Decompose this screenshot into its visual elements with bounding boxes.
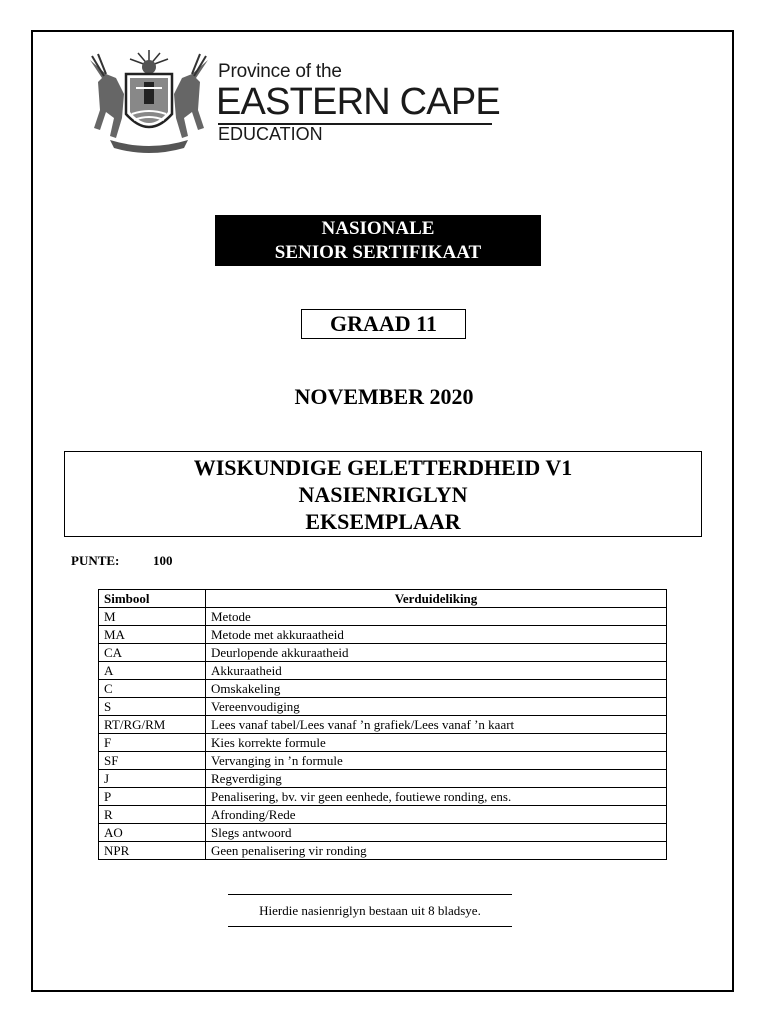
- symbol-cell: C: [99, 680, 206, 698]
- header-symbol: Simbool: [99, 590, 206, 608]
- subject-line-3: EKSEMPLAAR: [305, 508, 461, 534]
- symbol-cell: RT/RG/RM: [99, 716, 206, 734]
- table-row: [99, 626, 667, 644]
- explanation-cell: Akkuraatheid: [206, 662, 667, 680]
- symbol-cell: CA: [99, 644, 206, 662]
- table-row: [99, 698, 667, 716]
- table-row: [99, 644, 667, 662]
- certificate-banner: [215, 215, 541, 266]
- subject-line-1: WISKUNDIGE GELETTERDHEID V1: [193, 454, 573, 480]
- table-header-row: [99, 590, 667, 608]
- explanation-cell: Deurlopende akkuraatheid: [206, 644, 667, 662]
- footer-top-rule: [228, 894, 512, 895]
- table-row: [99, 806, 667, 824]
- explanation-cell: Vereenvoudiging: [206, 698, 667, 716]
- table-row: [99, 608, 667, 626]
- page-count-note: Hierdie nasienriglyn bestaan uit 8 bladsye.: [259, 903, 481, 918]
- subject-title-box: [64, 451, 702, 537]
- symbol-cell: S: [99, 698, 206, 716]
- explanation-cell: Kies korrekte formule: [206, 734, 667, 752]
- table-row: [99, 716, 667, 734]
- explanation-cell: Regverdiging: [206, 770, 667, 788]
- symbol-cell: P: [99, 788, 206, 806]
- table-row: [99, 734, 667, 752]
- explanation-cell: Vervanging in ’n formule: [206, 752, 667, 770]
- symbol-cell: M: [99, 608, 206, 626]
- exam-date: NOVEMBER 2020: [294, 384, 474, 409]
- explanation-cell: Lees vanaf tabel/Lees vanaf ’n grafiek/Lees vanaf ’n kaart: [206, 716, 667, 734]
- explanation-cell: Afronding/Rede: [206, 806, 667, 824]
- table-row: [99, 662, 667, 680]
- table-row: [99, 842, 667, 860]
- symbol-cell: SF: [99, 752, 206, 770]
- symbol-legend-table: [98, 589, 667, 860]
- symbol-cell: R: [99, 806, 206, 824]
- certificate-line-1: NASIONALE: [321, 217, 435, 239]
- symbol-cell: AO: [99, 824, 206, 842]
- table-row: [99, 824, 667, 842]
- symbol-cell: J: [99, 770, 206, 788]
- table-row: [99, 788, 667, 806]
- table-row: [99, 680, 667, 698]
- marks-value: 100: [153, 553, 173, 568]
- explanation-cell: Penalisering, bv. vir geen eenhede, foutiewe ronding, ens.: [206, 788, 667, 806]
- subject-line-2: NASIENRIGLYN: [298, 481, 468, 507]
- marks-label: PUNTE:: [71, 553, 120, 568]
- grade-label: GRAAD 11: [301, 309, 466, 339]
- symbol-cell: NPR: [99, 842, 206, 860]
- coat-of-arms-icon: [80, 48, 218, 156]
- table-row: [99, 770, 667, 788]
- symbol-cell: F: [99, 734, 206, 752]
- symbol-cell: A: [99, 662, 206, 680]
- explanation-cell: Omskakeling: [206, 680, 667, 698]
- certificate-line-2: SENIOR SERTIFIKAAT: [274, 241, 482, 263]
- explanation-cell: Geen penalisering vir ronding: [206, 842, 667, 860]
- education-text: EDUCATION: [218, 124, 323, 144]
- province-of-the-text: Province of the: [218, 61, 342, 82]
- eastern-cape-education-logo: [80, 48, 500, 156]
- header-explanation: Verduideliking: [206, 590, 667, 608]
- explanation-cell: Metode met akkuraatheid: [206, 626, 667, 644]
- table-row: [99, 752, 667, 770]
- eastern-cape-text: EASTERN CAPE: [216, 81, 500, 123]
- marks-line: [71, 553, 173, 569]
- footer-bottom-rule: [228, 926, 512, 927]
- explanation-cell: Slegs antwoord: [206, 824, 667, 842]
- symbol-cell: MA: [99, 626, 206, 644]
- explanation-cell: Metode: [206, 608, 667, 626]
